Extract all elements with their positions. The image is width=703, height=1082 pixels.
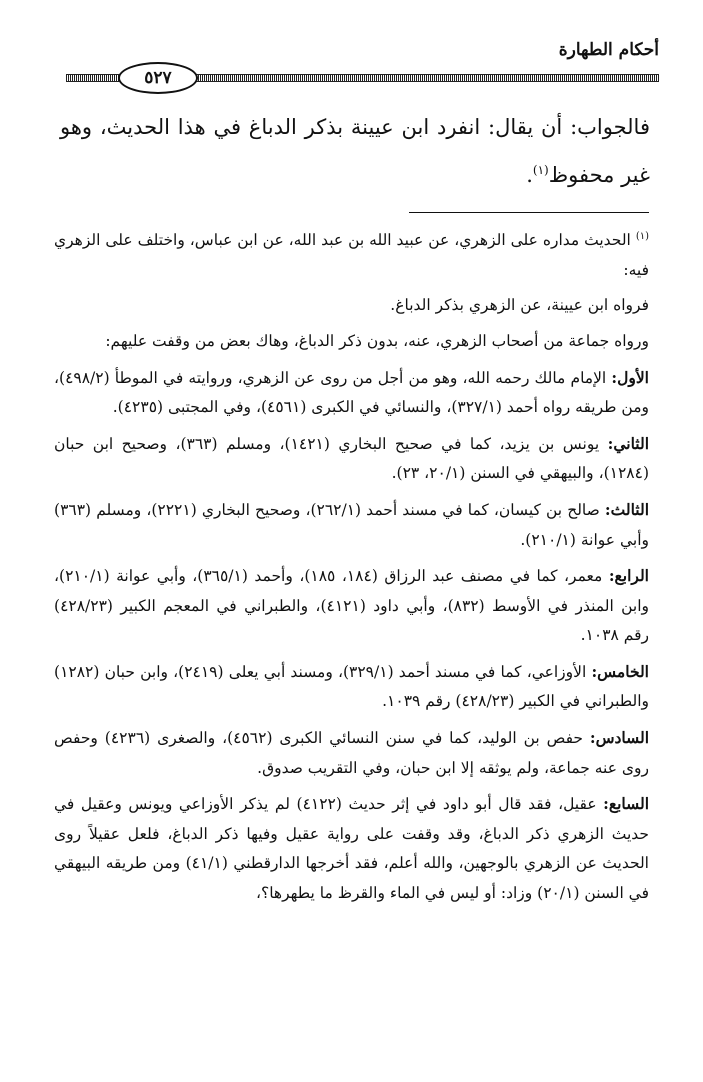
entry-text: الأوزاعي، كما في مسند أحمد (٣٢٩/١)، ومسند أبي يعلى (٢٤١٩)، وابن حبان (١٢٨٢) والطبراني في الكبير (٤٢٨/٢٣) رقم ١٠٣٩. xyxy=(54,662,649,711)
narrator-entry xyxy=(54,495,649,555)
page-header xyxy=(66,40,659,88)
footnote-separator xyxy=(409,212,649,213)
entry-ordinal: الثالث: xyxy=(604,499,649,519)
footnote-paragraph: فرواه ابن عيينة، عن الزهري بذكر الدباغ. xyxy=(390,296,649,315)
entry-text: صالح بن كيسان، كما في مسند أحمد (٢٦٢/١)، وصحيح البخاري (٢٢٢١)، ومسلم (٣٦٣) وأبي عوانة (٢١٠/١). xyxy=(54,500,649,549)
main-end: . xyxy=(526,163,533,187)
footnote-reference: (١) xyxy=(532,163,549,177)
entry-text: معمر، كما في مصنف عبد الرزاق (١٨٤، ١٨٥)، وأحمد (٣٦٥/١)، وأبي عوانة (٢١٠/١)، وابن المنذر في الأوسط (٨٣٢)، وأبي داود (٤١٢١)، والطبراني في المعجم الكبير (٤٢٨/٢٣) رقم ١٠٣٨. xyxy=(54,567,650,645)
entry-ordinal: السابع: xyxy=(603,794,650,814)
footnotes xyxy=(54,222,649,915)
entry-text: الإمام مالك رحمه الله، وهو من أجل من روى عن الزهري، وروايته في الموطأ (٤٩٨/٢)، ومن طريقه رواه أحمد (٣٢٧/١)، والنسائي في الكبرى (٤٥٦١)، وفي المجتبى (٤٢٣٥). xyxy=(54,368,649,417)
entry-ordinal: الثاني: xyxy=(607,433,650,453)
narrator-entry xyxy=(54,363,649,423)
entry-ordinal: السادس: xyxy=(589,728,650,748)
narrator-entry xyxy=(54,723,649,783)
running-title: أحكام الطهارة xyxy=(558,40,659,60)
main-paragraph xyxy=(60,106,650,197)
page-number: ٥٢٧ xyxy=(118,62,198,94)
narrator-entry xyxy=(54,561,649,651)
footnote-paragraph: ورواه جماعة من أصحاب الزهري، عنه، بدون ذكر الدباغ، وهاك بعض من وقفت عليهم: xyxy=(105,331,649,350)
entry-text: حفص بن الوليد، كما في سنن النسائي الكبرى (٤٥٦٢)، والصغرى (٤٢٣٦) وحفص روى عنه جماعة، ولم يوثقه إلا ابن حبان، وفي التقريب صدوق. xyxy=(54,729,649,777)
entry-text: عقيل، فقد قال أبو داود في إثر حديث (٤١٢٢) لم يذكر الأوزاعي ويونس وعقيل في حديث الزهري ذكر الدباغ، وقد وقفت على رواية عقيل وفيها ذكر الدباغ، فلعل عقيلاً روى الحديث عن الزهري بالوجهين، والله أعلم، فقد أخرجها الدارقطني (٤١/١) ومن طريقه البيهقي في السنن (٢٠/١) وزاد: أو ليس في الماء والقرظ ما يطهرها؟، xyxy=(54,795,649,903)
footnote-intro xyxy=(54,222,649,285)
main-text: فالجواب: أن يقال: انفرد ابن عيينة بذكر الدباغ في هذا الحديث، وهو غير محفوظ xyxy=(60,115,650,187)
narrator-entry xyxy=(54,429,649,489)
entry-ordinal: الرابع: xyxy=(608,566,649,586)
narrator-entry xyxy=(54,657,649,717)
footnote-intro-text: الحديث مداره على الزهري، عن عبيد الله بن عبد الله، عن ابن عباس، واختلف على الزهري فيه: xyxy=(54,231,649,279)
entry-ordinal: الأول: xyxy=(611,367,649,387)
entry-text: يونس بن يزيد، كما في صحيح البخاري (١٤٢١)، ومسلم (٣٦٣)، وصحيح ابن حبان (١٢٨٤)، والبيهقي في السنن (٢٠/١، ٢٣). xyxy=(54,434,649,483)
narrator-entry xyxy=(54,789,649,908)
footnote-marker: (١) xyxy=(635,231,649,242)
entry-ordinal: الخامس: xyxy=(591,661,649,681)
